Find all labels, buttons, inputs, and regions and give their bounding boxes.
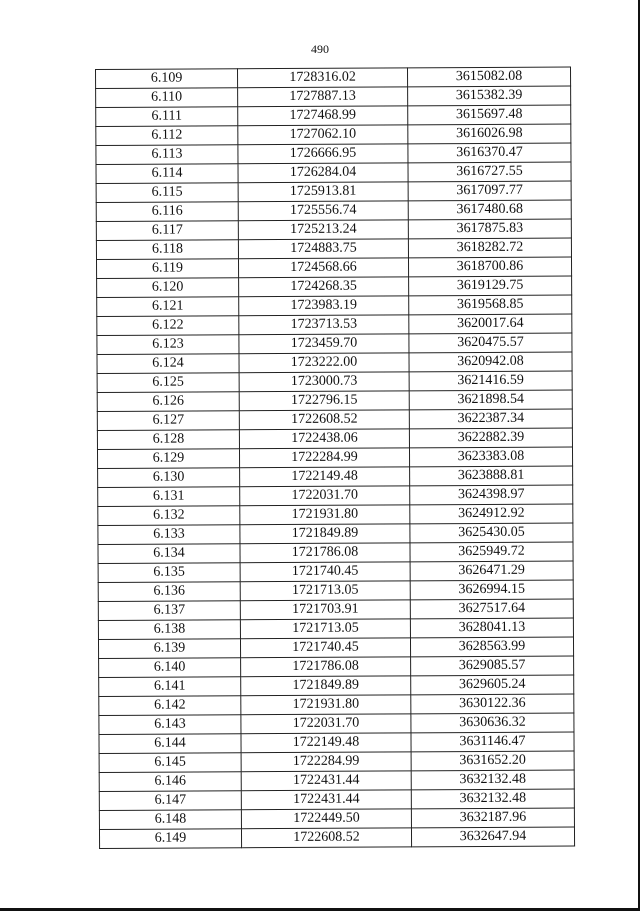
y-coordinate-cell: 3615697.48 (408, 105, 571, 125)
point-id-cell: 6.121 (97, 297, 239, 317)
point-id-cell: 6.115 (96, 183, 238, 203)
table-row (99, 751, 574, 772)
table-row (96, 181, 571, 202)
x-coordinate-cell: 1721931.80 (241, 695, 411, 715)
table-row (99, 770, 574, 791)
y-coordinate-cell: 3630122.36 (411, 694, 574, 714)
y-coordinate-cell: 3628041.13 (410, 618, 573, 638)
point-id-cell: 6.132 (98, 506, 240, 526)
x-coordinate-cell: 1723222.00 (239, 353, 409, 373)
table-row (97, 295, 572, 316)
table-row (99, 694, 574, 715)
point-id-cell: 6.128 (97, 430, 239, 450)
table-row (97, 333, 572, 354)
point-id-cell: 6.127 (97, 411, 239, 431)
x-coordinate-cell: 1727468.99 (238, 106, 408, 126)
point-id-cell: 6.133 (98, 525, 240, 545)
point-id-cell: 6.131 (98, 487, 240, 507)
table-row (99, 713, 574, 734)
table-row (96, 219, 571, 240)
point-id-cell: 6.113 (96, 145, 238, 165)
y-coordinate-cell: 3631146.47 (411, 732, 574, 752)
table-row (98, 580, 573, 601)
x-coordinate-cell: 1721849.89 (240, 524, 410, 544)
point-id-cell: 6.136 (98, 582, 240, 602)
table-row (97, 390, 572, 411)
y-coordinate-cell: 3626471.29 (410, 561, 573, 581)
y-coordinate-cell: 3616727.55 (408, 162, 571, 182)
table-row (98, 523, 573, 544)
table-row (96, 143, 571, 164)
x-coordinate-cell: 1721931.80 (240, 505, 410, 525)
y-coordinate-cell: 3632132.48 (411, 789, 574, 809)
x-coordinate-cell: 1723000.73 (239, 372, 409, 392)
table-row (99, 827, 574, 848)
table-row (97, 447, 572, 468)
point-id-cell: 6.125 (97, 373, 239, 393)
table-row (98, 542, 573, 563)
y-coordinate-cell: 3624398.97 (410, 485, 573, 505)
y-coordinate-cell: 3621898.54 (409, 390, 572, 410)
y-coordinate-cell: 3620017.64 (409, 314, 572, 334)
x-coordinate-cell: 1725556.74 (238, 201, 408, 221)
table-row (96, 238, 571, 259)
x-coordinate-cell: 1722438.06 (239, 429, 409, 449)
x-coordinate-cell: 1724883.75 (238, 239, 408, 259)
y-coordinate-cell: 3622882.39 (409, 428, 572, 448)
y-coordinate-cell: 3617875.83 (408, 219, 571, 239)
y-coordinate-cell: 3615082.08 (407, 67, 570, 87)
x-coordinate-cell: 1722149.48 (241, 733, 411, 753)
y-coordinate-cell: 3628563.99 (410, 637, 573, 657)
table-row (96, 124, 571, 145)
table-row (99, 656, 574, 677)
y-coordinate-cell: 3619568.85 (409, 295, 572, 315)
point-id-cell: 6.118 (96, 240, 238, 260)
x-coordinate-cell: 1722149.48 (240, 467, 410, 487)
table-row (98, 599, 573, 620)
table-row (99, 675, 574, 696)
table-row (98, 466, 573, 487)
x-coordinate-cell: 1721740.45 (240, 562, 410, 582)
y-coordinate-cell: 3632187.96 (411, 808, 574, 828)
x-coordinate-cell: 1721703.91 (240, 600, 410, 620)
point-id-cell: 6.110 (96, 88, 238, 108)
x-coordinate-cell: 1723459.70 (239, 334, 409, 354)
table-row (97, 352, 572, 373)
point-id-cell: 6.117 (96, 221, 238, 241)
table-row (96, 67, 571, 88)
point-id-cell: 6.109 (96, 69, 238, 89)
point-id-cell: 6.124 (97, 354, 239, 374)
y-coordinate-cell: 3615382.39 (408, 86, 571, 106)
y-coordinate-cell: 3629085.57 (411, 656, 574, 676)
point-id-cell: 6.139 (98, 639, 240, 659)
table-row (96, 162, 571, 183)
y-coordinate-cell: 3632132.48 (411, 770, 574, 790)
y-coordinate-cell: 3625430.05 (410, 523, 573, 543)
coordinate-table (95, 67, 575, 849)
x-coordinate-cell: 1721713.05 (240, 619, 410, 639)
table-row (98, 637, 573, 658)
page-number: 490 (311, 42, 329, 56)
point-id-cell: 6.141 (99, 677, 241, 697)
point-id-cell: 6.116 (96, 202, 238, 222)
table-row (96, 86, 571, 107)
x-coordinate-cell: 1725213.24 (238, 220, 408, 240)
table-row (96, 200, 571, 221)
x-coordinate-cell: 1722284.99 (241, 752, 411, 772)
y-coordinate-cell: 3624912.92 (410, 504, 573, 524)
point-id-cell: 6.142 (99, 696, 241, 716)
x-coordinate-cell: 1726666.95 (238, 144, 408, 164)
point-id-cell: 6.123 (97, 335, 239, 355)
y-coordinate-cell: 3621416.59 (409, 371, 572, 391)
table-row (98, 504, 573, 525)
point-id-cell: 6.134 (98, 544, 240, 564)
point-id-cell: 6.119 (96, 259, 238, 279)
y-coordinate-cell: 3617097.77 (408, 181, 571, 201)
y-coordinate-cell: 3616370.47 (408, 143, 571, 163)
point-id-cell: 6.140 (99, 658, 241, 678)
table-row (99, 732, 574, 753)
y-coordinate-cell: 3620942.08 (409, 352, 572, 372)
table-row (99, 789, 574, 810)
point-id-cell: 6.138 (98, 620, 240, 640)
x-coordinate-cell: 1721740.45 (240, 638, 410, 658)
y-coordinate-cell: 3622387.34 (409, 409, 572, 429)
x-coordinate-cell: 1722284.99 (239, 448, 409, 468)
x-coordinate-cell: 1722608.52 (241, 828, 411, 848)
x-coordinate-cell: 1725913.81 (238, 182, 408, 202)
point-id-cell: 6.126 (97, 392, 239, 412)
x-coordinate-cell: 1722608.52 (239, 410, 409, 430)
y-coordinate-cell: 3626994.15 (410, 580, 573, 600)
x-coordinate-cell: 1723713.53 (239, 315, 409, 335)
point-id-cell: 6.135 (98, 563, 240, 583)
table-row (99, 808, 574, 829)
x-coordinate-cell: 1722796.15 (239, 391, 409, 411)
y-coordinate-cell: 3627517.64 (410, 599, 573, 619)
point-id-cell: 6.122 (97, 316, 239, 336)
y-coordinate-cell: 3623888.81 (410, 466, 573, 486)
x-coordinate-cell: 1727887.13 (238, 87, 408, 107)
point-id-cell: 6.147 (99, 791, 241, 811)
table-row (98, 561, 573, 582)
point-id-cell: 6.146 (99, 772, 241, 792)
x-coordinate-cell: 1721786.08 (241, 657, 411, 677)
table-row (98, 485, 573, 506)
table-row (97, 409, 572, 430)
x-coordinate-cell: 1721849.89 (241, 676, 411, 696)
y-coordinate-cell: 3619129.75 (409, 276, 572, 296)
y-coordinate-cell: 3620475.57 (409, 333, 572, 353)
x-coordinate-cell: 1721786.08 (240, 543, 410, 563)
point-id-cell: 6.148 (99, 810, 241, 830)
y-coordinate-cell: 3618282.72 (408, 238, 571, 258)
point-id-cell: 6.130 (98, 468, 240, 488)
point-id-cell: 6.111 (96, 107, 238, 127)
x-coordinate-cell: 1726284.04 (238, 163, 408, 183)
x-coordinate-cell: 1722431.44 (241, 771, 411, 791)
x-coordinate-cell: 1728316.02 (238, 68, 408, 88)
point-id-cell: 6.144 (99, 734, 241, 754)
x-coordinate-cell: 1721713.05 (240, 581, 410, 601)
point-id-cell: 6.120 (97, 278, 239, 298)
x-coordinate-cell: 1727062.10 (238, 125, 408, 145)
table-row (97, 428, 572, 449)
y-coordinate-cell: 3625949.72 (410, 542, 573, 562)
coordinate-table-body (96, 67, 575, 848)
y-coordinate-cell: 3623383.08 (409, 447, 572, 467)
table-row (97, 314, 572, 335)
point-id-cell: 6.112 (96, 126, 238, 146)
x-coordinate-cell: 1724568.66 (238, 258, 408, 278)
point-id-cell: 6.143 (99, 715, 241, 735)
y-coordinate-cell: 3616026.98 (408, 124, 571, 144)
point-id-cell: 6.129 (97, 449, 239, 469)
y-coordinate-cell: 3617480.68 (408, 200, 571, 220)
x-coordinate-cell: 1722431.44 (241, 790, 411, 810)
table-row (97, 371, 572, 392)
table-row (96, 257, 571, 278)
table-row (97, 276, 572, 297)
table-row (98, 618, 573, 639)
x-coordinate-cell: 1722449.50 (241, 809, 411, 829)
y-coordinate-cell: 3629605.24 (411, 675, 574, 695)
x-coordinate-cell: 1724268.35 (239, 277, 409, 297)
x-coordinate-cell: 1723983.19 (239, 296, 409, 316)
table-row (96, 105, 571, 126)
y-coordinate-cell: 3632647.94 (411, 827, 574, 847)
point-id-cell: 6.114 (96, 164, 238, 184)
coordinate-table-container (95, 67, 574, 849)
point-id-cell: 6.145 (99, 753, 241, 773)
point-id-cell: 6.149 (99, 829, 241, 849)
y-coordinate-cell: 3631652.20 (411, 751, 574, 771)
y-coordinate-cell: 3618700.86 (408, 257, 571, 277)
x-coordinate-cell: 1722031.70 (241, 714, 411, 734)
point-id-cell: 6.137 (98, 601, 240, 621)
y-coordinate-cell: 3630636.32 (411, 713, 574, 733)
x-coordinate-cell: 1722031.70 (240, 486, 410, 506)
